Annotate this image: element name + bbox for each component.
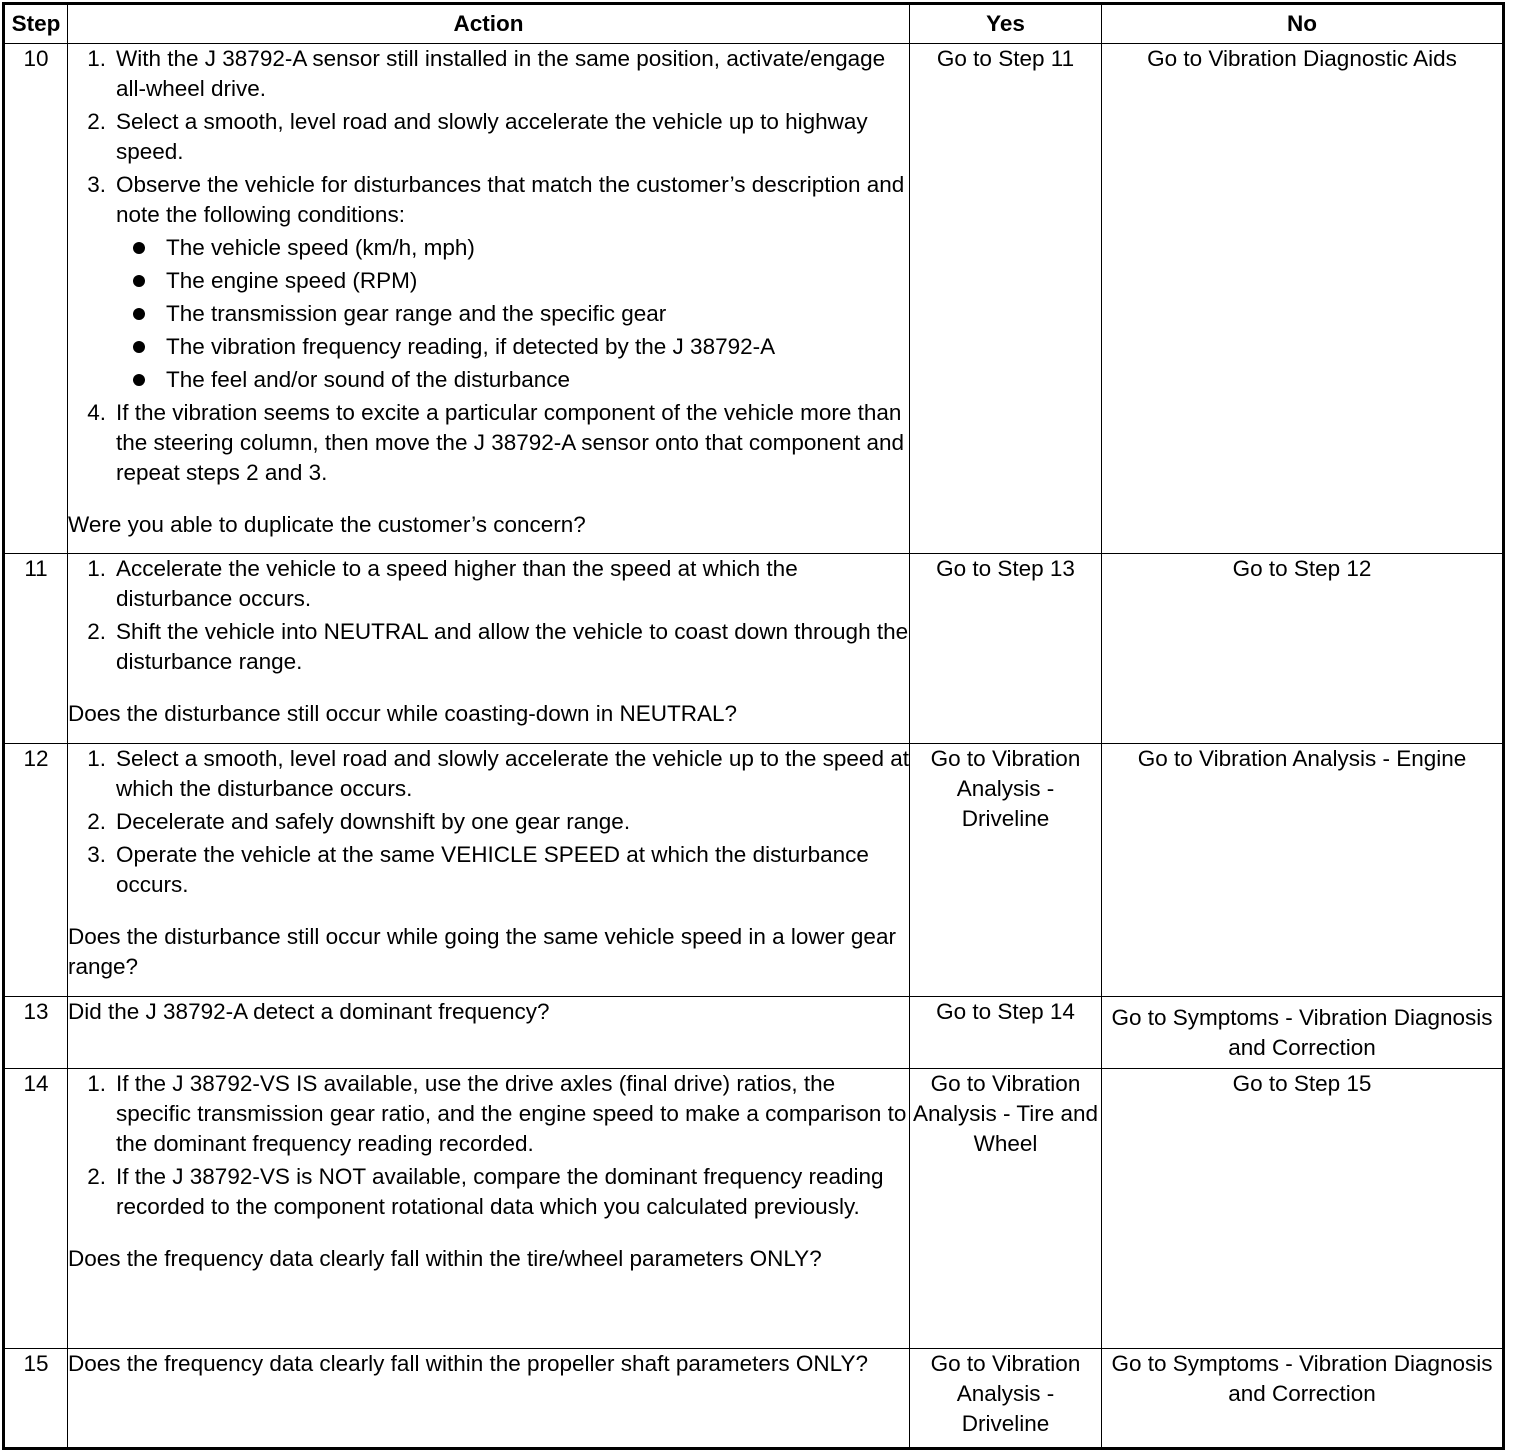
step-number: 13	[4, 997, 68, 1069]
header-no: No	[1102, 4, 1504, 44]
header-yes: Yes	[910, 4, 1102, 44]
no-result: Go to Symptoms - Vibration Diagnosis and Correction	[1102, 997, 1504, 1069]
header-row	[4, 4, 1504, 44]
action-step: 1. With the J 38792-A sensor still installed in the same position, activate/engage all-wheel drive.	[87, 46, 886, 101]
step-number: 12	[4, 744, 68, 997]
condition-item: The feel and/or sound of the disturbance	[166, 365, 909, 395]
yes-result: Go to Vibration Analysis - Driveline	[910, 1349, 1102, 1449]
action-cell	[68, 554, 910, 744]
action-cell	[68, 1349, 910, 1449]
table-row	[4, 744, 1504, 997]
table-row	[4, 1069, 1504, 1349]
table-row	[4, 997, 1504, 1069]
condition-item: The vibration frequency reading, if detected by the J 38792-A	[166, 332, 909, 362]
yes-result: Go to Vibration Analysis - Driveline	[910, 744, 1102, 997]
action-steps	[68, 1069, 909, 1222]
action-step: 2. If the J 38792-VS is NOT available, compare the dominant frequency reading recorded to the component rotational data which you calculated previously.	[87, 1164, 884, 1219]
action-question: Does the disturbance still occur while coasting-down in NEUTRAL?	[68, 701, 738, 726]
no-result: Go to Step 15	[1102, 1069, 1504, 1349]
no-result: Go to Symptoms - Vibration Diagnosis and Correction	[1102, 1349, 1504, 1449]
condition-item: The transmission gear range and the specific gear	[166, 299, 909, 329]
condition-item: The engine speed (RPM)	[166, 266, 909, 296]
header-step: Step	[4, 4, 68, 44]
action-step: 3. Operate the vehicle at the same VEHICLE SPEED at which the disturbance occurs.	[87, 842, 869, 897]
no-result: Go to Vibration Analysis - Engine	[1102, 744, 1504, 997]
action-steps	[68, 744, 909, 900]
action-cell	[68, 997, 910, 1069]
action-step: 1. Accelerate the vehicle to a speed higher than the speed at which the disturbance occurs.	[87, 556, 798, 611]
action-step: 3. Observe the vehicle for disturbances that match the customer’s description and note the following conditions: The vehicle speed (km/h, mph) The engine speed (RPM) The transmission gear range and the specific gear The vibration frequency reading, if detected by the J 38792-A The feel and/or sound of the disturbance	[116, 170, 909, 395]
diagnostic-table	[2, 2, 1505, 1450]
table-row	[4, 1349, 1504, 1449]
no-result: Go to Step 12	[1102, 554, 1504, 744]
action-steps	[68, 44, 909, 488]
yes-result: Go to Step 11	[910, 44, 1102, 554]
action-question: Were you able to duplicate the customer’s concern?	[68, 512, 586, 537]
action-question: Did the J 38792-A detect a dominant frequency?	[68, 999, 550, 1024]
action-step: 2. Select a smooth, level road and slowly accelerate the vehicle up to highway speed.	[87, 109, 868, 164]
action-cell	[68, 1069, 910, 1349]
table-row	[4, 44, 1504, 554]
action-step: 2. Decelerate and safely downshift by one gear range.	[87, 809, 631, 834]
action-steps	[68, 554, 909, 677]
action-question: Does the frequency data clearly fall within the tire/wheel parameters ONLY?	[68, 1246, 822, 1271]
action-step: 1. Select a smooth, level road and slowly accelerate the vehicle up to the speed at which the disturbance occurs.	[87, 746, 909, 801]
action-cell	[68, 744, 910, 997]
step-number: 10	[4, 44, 68, 554]
action-step: 1. If the J 38792-VS IS available, use the drive axles (final drive) ratios, the specific transmission gear ratio, and the engine speed to make a comparison to the dominant frequency reading recorded.	[87, 1071, 907, 1156]
action-step: 2. Shift the vehicle into NEUTRAL and allow the vehicle to coast down through the disturbance range.	[87, 619, 909, 674]
yes-result: Go to Step 14	[910, 997, 1102, 1069]
yes-result: Go to Step 13	[910, 554, 1102, 744]
action-step: 4. If the vibration seems to excite a particular component of the vehicle more than the steering column, then move the J 38792-A sensor onto that component and repeat steps 2 and 3.	[87, 400, 905, 485]
step-number: 15	[4, 1349, 68, 1449]
yes-result: Go to Vibration Analysis - Tire and Wheel	[910, 1069, 1102, 1349]
action-question: Does the disturbance still occur while going the same vehicle speed in a lower gear range?	[68, 924, 896, 979]
action-cell	[68, 44, 910, 554]
condition-list	[116, 233, 909, 395]
action-question: Does the frequency data clearly fall within the propeller shaft parameters ONLY?	[68, 1351, 868, 1376]
table-row	[4, 554, 1504, 744]
no-result: Go to Vibration Diagnostic Aids	[1102, 44, 1504, 554]
condition-item: The vehicle speed (km/h, mph)	[166, 233, 909, 263]
step-number: 11	[4, 554, 68, 744]
header-action: Action	[68, 4, 910, 44]
step-number: 14	[4, 1069, 68, 1349]
